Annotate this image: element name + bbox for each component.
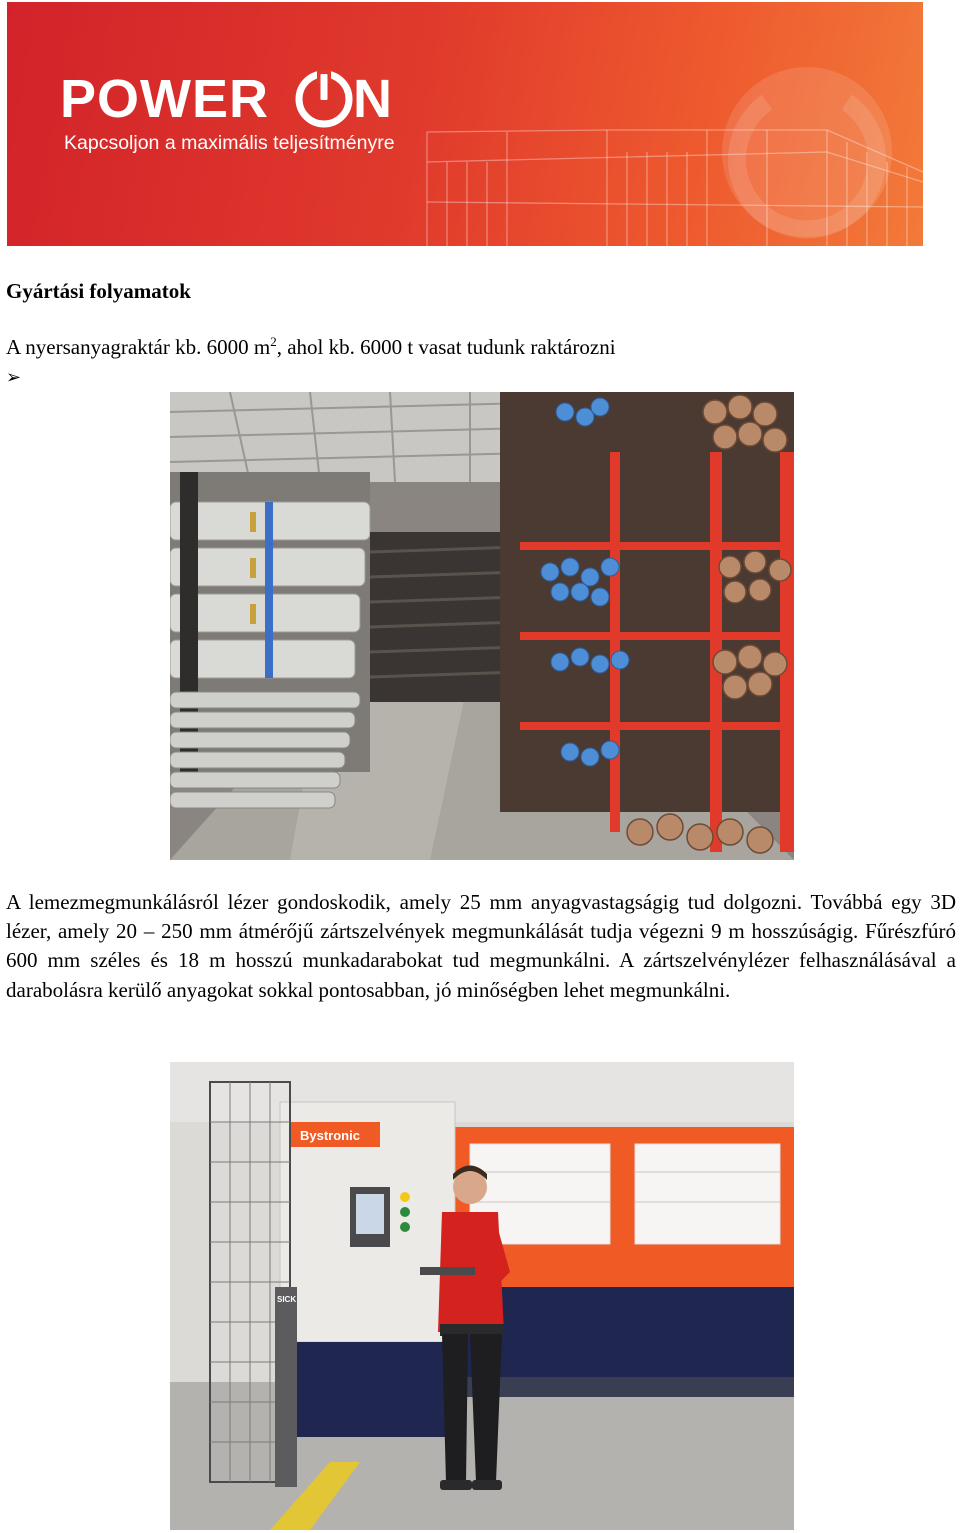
description-text: A lemezmegmunkálásról lézer gondoskodik, amely 25 mm anyagvastagságig tud dolgozni. Továbbá egy 3D lézer, amely 20 – 250 mm átmérőjű zártszelvények megmunkálását tudja végezni 9 m hosszúságig. Fűrészfúró 600 mm széles és 18 m hosszú munkadarabokat tud megmunkálni. A zártszelvénylézer felhasználásával a darabolásra kerülő anyagokat sokkal pontosabban, jó minőségben lehet megmunkálni. xyxy=(6,890,956,1002)
storage-text-a: A nyersanyagraktár kb. 6000 m xyxy=(6,335,271,359)
storage-text xyxy=(6,335,616,360)
header-banner xyxy=(7,2,923,246)
warehouse-photo xyxy=(170,392,794,860)
logo-letter-n: N xyxy=(353,69,392,129)
superscript: 2 xyxy=(270,334,277,349)
bullet-arrow-icon: ➢ xyxy=(6,367,22,388)
tagline: Kapcsoljon a maximális teljesítményre xyxy=(64,132,395,154)
laser-machine-photo xyxy=(170,1062,794,1530)
section-heading: Gyártási folyamatok xyxy=(6,279,191,303)
description-paragraph xyxy=(6,888,956,1005)
storage-text-b: , ahol kb. 6000 t vasat tudunk raktározni xyxy=(276,335,616,359)
logo-word: POWER xyxy=(60,69,270,129)
machine-brand-label: Bystronic xyxy=(300,1128,360,1143)
sensor-brand-label: SICK xyxy=(277,1295,297,1304)
power-button-icon xyxy=(295,70,353,128)
